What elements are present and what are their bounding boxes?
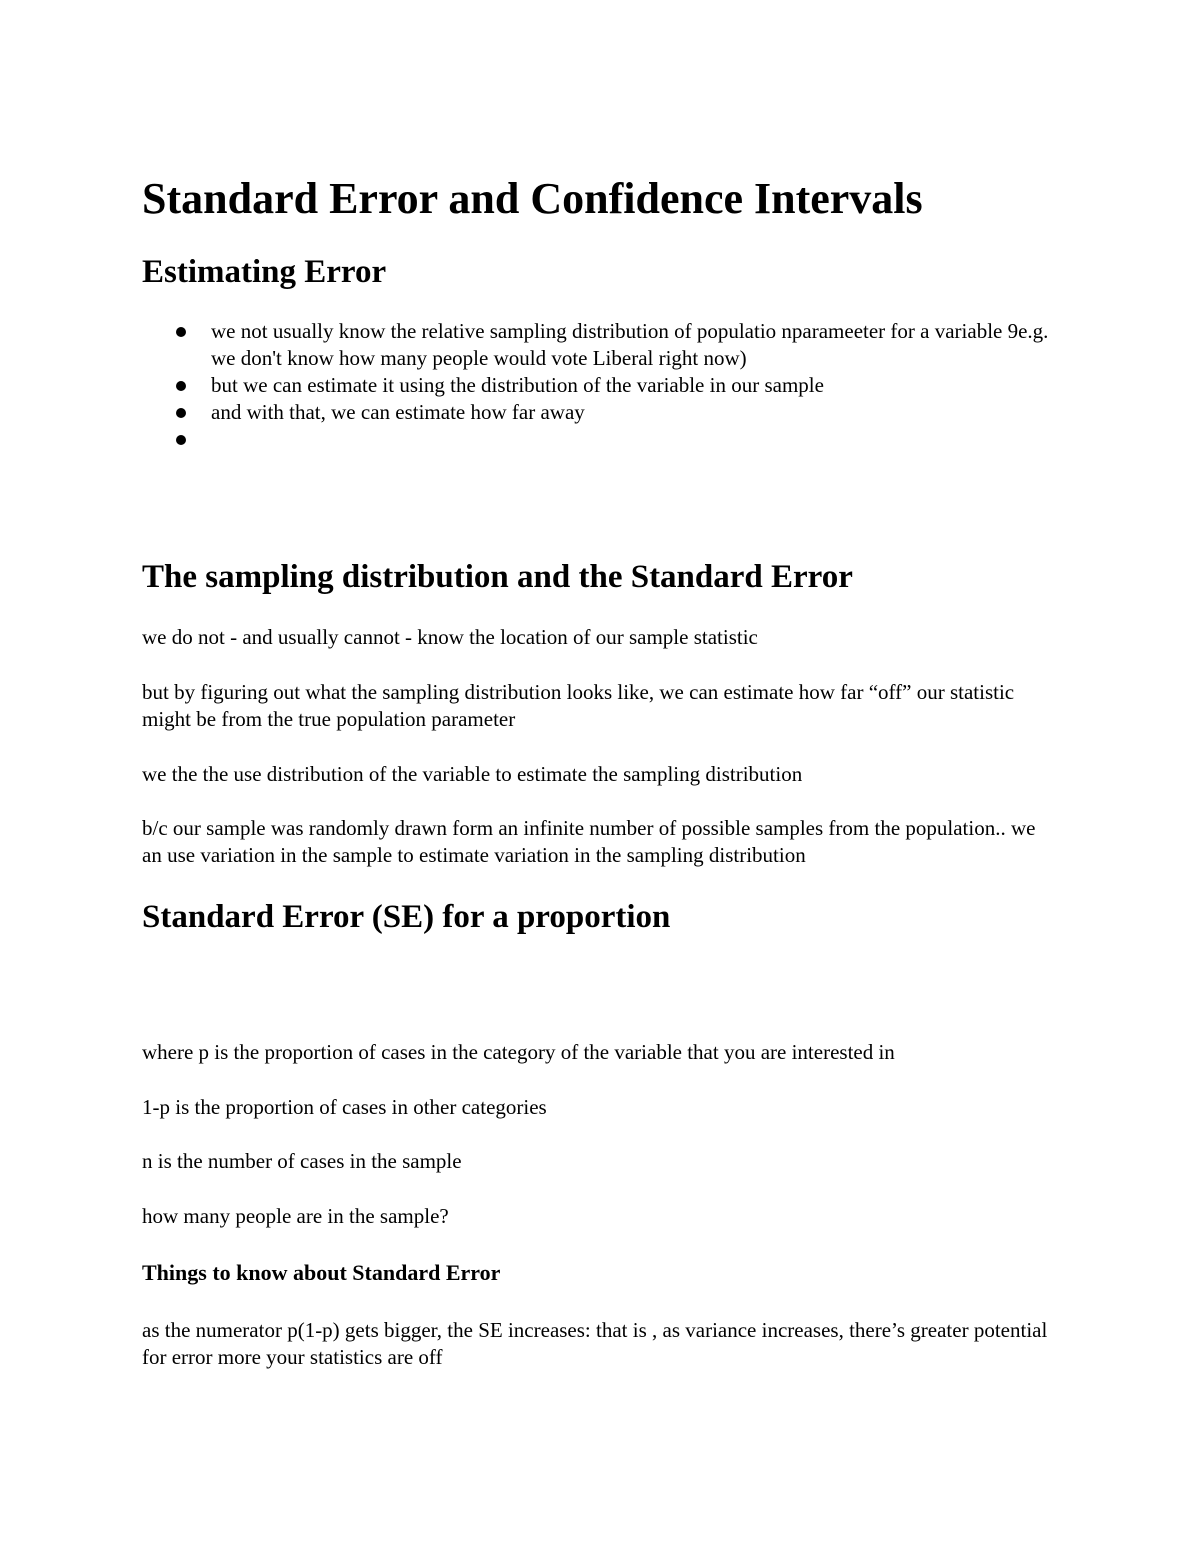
document-title: Standard Error and Confidence Intervals	[142, 174, 923, 223]
paragraph: n is the number of cases in the sample	[142, 1149, 462, 1173]
list-item-text: but we can estimate it using the distribution of the variable in our sample	[211, 373, 824, 397]
paragraph: but by figuring out what the sampling distribution looks like, we can estimate how far “off” our statistic might be from the true population parameter	[142, 680, 1015, 731]
bullet-icon	[176, 435, 186, 445]
bullet-list	[142, 318, 1062, 453]
section-heading-sampling-distribution: The sampling distribution and the Standard Error	[142, 559, 853, 595]
list-item-text: we not usually know the relative sampling distribution of populatio nparameeter for a variable 9e.g. we don't know how many people would vote Liberal right now)	[211, 319, 1049, 370]
bullet-icon	[176, 381, 186, 391]
list-item-text: and with that, we can estimate how far away	[211, 400, 585, 424]
paragraph: we do not - and usually cannot - know the location of our sample statistic	[142, 625, 758, 649]
bullet-icon	[176, 327, 186, 337]
paragraph: b/c our sample was randomly drawn form an infinite number of possible samples from the population.. we an use variation in the sample to estimate variation in the sampling distribution	[142, 816, 1036, 867]
list-item	[142, 372, 1062, 399]
paragraph: as the numerator p(1-p) gets bigger, the SE increases: that is , as variance increases, there’s greater potential for error more your statistics are off	[142, 1318, 1048, 1369]
list-item	[142, 426, 1062, 453]
section-heading-estimating-error: Estimating Error	[142, 254, 387, 290]
list-item	[142, 318, 1062, 372]
bullet-icon	[176, 408, 186, 418]
list-item	[142, 399, 1062, 426]
paragraph: 1-p is the proportion of cases in other categories	[142, 1095, 547, 1119]
subheading-things-to-know: Things to know about Standard Error	[142, 1260, 501, 1285]
paragraph: how many people are in the sample?	[142, 1204, 449, 1228]
section-heading-standard-error-proportion: Standard Error (SE) for a proportion	[142, 899, 671, 935]
paragraph: we the the use distribution of the variable to estimate the sampling distribution	[142, 762, 803, 786]
paragraph: where p is the proportion of cases in the category of the variable that you are interested in	[142, 1040, 895, 1064]
